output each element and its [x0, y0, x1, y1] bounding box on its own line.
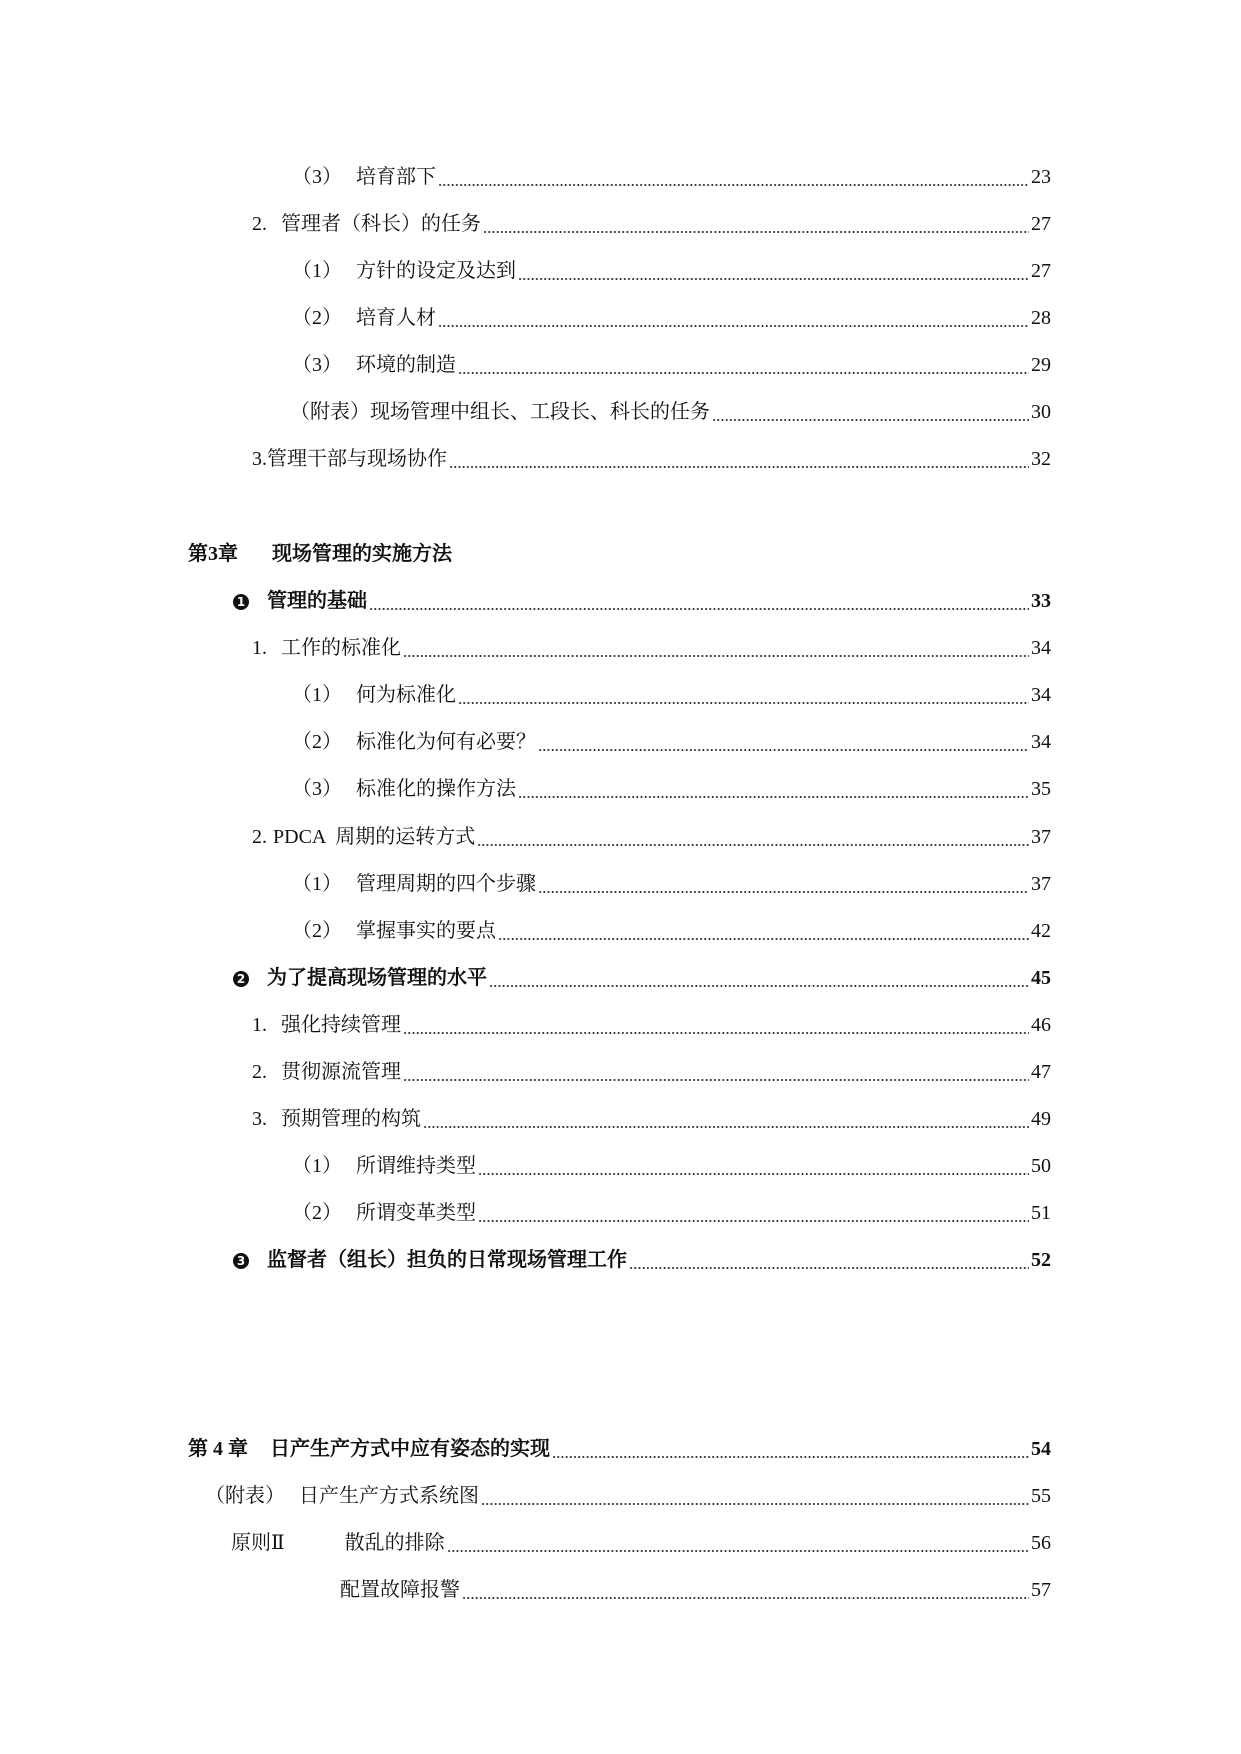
toc-entry-title: 预期管理的构筑	[281, 1108, 421, 1130]
toc-entry	[0, 390, 1241, 424]
toc-entry-title: 标准化为何有必要？	[356, 731, 536, 753]
toc-entry	[0, 1144, 1241, 1178]
toc-entry-page: 47	[1031, 1061, 1051, 1083]
dot-leader	[462, 1578, 1029, 1602]
toc-entry-title: 环境的制造	[356, 354, 456, 376]
dot-leader	[629, 1248, 1029, 1272]
toc-entry	[0, 296, 1241, 330]
toc-entry-page: 33	[1031, 590, 1051, 612]
toc-entry-title: 监督者（组长）担负的日常现场管理工作	[267, 1249, 627, 1271]
toc-entry-number: （2）	[292, 307, 342, 329]
toc-entry-page: 35	[1031, 778, 1051, 800]
toc-entry-page: 34	[1031, 731, 1051, 753]
toc-entry-number: 原则Ⅱ	[231, 1532, 285, 1554]
toc-entry	[0, 767, 1241, 801]
toc-entry-number: （附表）	[205, 1485, 285, 1507]
dot-leader	[481, 1484, 1029, 1508]
toc-entry-number: 2.	[252, 826, 267, 848]
toc-entry-page: 42	[1031, 920, 1051, 942]
toc-entry-page: 32	[1031, 448, 1051, 470]
dot-leader	[478, 1201, 1029, 1225]
toc-entry-number: 3.	[252, 1108, 267, 1130]
toc-entry-number: （1）	[292, 260, 342, 282]
toc-section-entry	[0, 1238, 1241, 1272]
toc-entry-title: 强化持续管理	[281, 1014, 401, 1036]
toc-entry-title: 所谓变革类型	[356, 1202, 476, 1224]
dot-leader	[438, 165, 1029, 189]
toc-entry-number: （2）	[292, 1202, 342, 1224]
toc-entry-page: 29	[1031, 354, 1051, 376]
toc-entry	[0, 155, 1241, 189]
dot-leader	[518, 259, 1029, 283]
toc-entry-page: 34	[1031, 684, 1051, 706]
toc-entry-number: （2）	[292, 731, 342, 753]
toc-entry	[0, 437, 1241, 471]
toc-entry-page: 54	[1031, 1438, 1051, 1460]
dot-leader	[477, 825, 1029, 849]
toc-entry	[0, 1191, 1241, 1225]
toc-entry	[0, 1097, 1241, 1131]
toc-entry-title: 掌握事实的要点	[356, 920, 496, 942]
toc-entry-number: 2.	[252, 213, 267, 235]
toc-entry-page: 37	[1031, 873, 1051, 895]
toc-entry-number: （3）	[292, 354, 342, 376]
toc-entry	[0, 862, 1241, 896]
bullet-number-icon: 3	[233, 1253, 249, 1269]
toc-entry-title: 标准化的操作方法	[356, 778, 516, 800]
dot-leader	[423, 1107, 1029, 1131]
bullet-number-icon: 2	[233, 971, 249, 987]
chapter-title: 现场管理的实施方法	[272, 543, 452, 565]
toc-entry	[0, 1050, 1241, 1084]
toc-section-entry	[0, 579, 1241, 613]
toc-entry-number: （3）	[292, 166, 342, 188]
toc-entry-page: 28	[1031, 307, 1051, 329]
toc-entry-number: （1）	[292, 684, 342, 706]
toc-entry-page: 46	[1031, 1014, 1051, 1036]
toc-entry-title: 培育人材	[356, 307, 436, 329]
toc-entry-title: 配置故障报警	[340, 1579, 460, 1601]
dot-leader	[478, 1154, 1029, 1178]
toc-chapter-entry	[0, 1427, 1241, 1461]
toc-entry-page: 49	[1031, 1108, 1051, 1130]
dot-leader	[552, 1437, 1029, 1461]
toc-entry	[0, 1521, 1241, 1555]
toc-entry-page: 34	[1031, 637, 1051, 659]
dot-leader	[449, 447, 1029, 471]
dot-leader	[518, 777, 1029, 801]
toc-entry-number: 2.	[252, 1061, 267, 1083]
dot-leader	[458, 683, 1029, 707]
chapter-number: 第3章	[188, 543, 238, 565]
toc-entry-title: 3.管理干部与现场协作	[252, 448, 447, 470]
dot-leader	[369, 589, 1029, 613]
toc-entry-title: 何为标准化	[356, 684, 456, 706]
dot-leader	[498, 919, 1029, 943]
toc-entry-page: 30	[1031, 401, 1051, 423]
dot-leader	[458, 353, 1029, 377]
dot-leader	[538, 872, 1029, 896]
toc-entry-page: 56	[1031, 1532, 1051, 1554]
toc-entry-number: （2）	[292, 920, 342, 942]
toc-entry	[0, 1568, 1241, 1602]
toc-entry	[0, 1474, 1241, 1508]
bullet-number-icon: 1	[233, 594, 249, 610]
toc-entry-number: （3）	[292, 778, 342, 800]
toc-entry	[0, 673, 1241, 707]
toc-entry	[0, 720, 1241, 754]
toc-entry-page: 55	[1031, 1485, 1051, 1507]
toc-entry-title: 培育部下	[356, 166, 436, 188]
dot-leader	[712, 400, 1029, 424]
toc-entry-title: 工作的标准化	[281, 637, 401, 659]
dot-leader	[403, 636, 1029, 660]
dot-leader	[483, 212, 1029, 236]
toc-entry-page: 37	[1031, 826, 1051, 848]
toc-entry-page: 45	[1031, 967, 1051, 989]
toc-entry-number: （1）	[292, 873, 342, 895]
toc-entry-title: 散乱的排除	[344, 1532, 445, 1554]
toc-entry-title: 贯彻源流管理	[281, 1061, 401, 1083]
toc-entry-page: 57	[1031, 1579, 1051, 1601]
toc-entry-number: （1）	[292, 1155, 342, 1177]
dot-leader	[403, 1060, 1029, 1084]
chapter-heading	[188, 532, 452, 566]
toc-entry-title: 管理周期的四个步骤	[356, 873, 536, 895]
toc-entry-title: 日产生产方式系统图	[299, 1485, 479, 1507]
toc-entry	[0, 1003, 1241, 1037]
toc-entry-page: 50	[1031, 1155, 1051, 1177]
toc-entry	[0, 202, 1241, 236]
toc-section-entry	[0, 956, 1241, 990]
dot-leader	[447, 1531, 1029, 1555]
toc-entry-page: 23	[1031, 166, 1051, 188]
toc-entry-title: 管理的基础	[267, 590, 367, 612]
dot-leader	[403, 1013, 1029, 1037]
toc-entry-page: 51	[1031, 1202, 1051, 1224]
toc-entry-title: 日产生产方式中应有姿态的实现	[270, 1438, 550, 1460]
toc-entry	[0, 626, 1241, 660]
chapter-number: 第 4 章	[188, 1438, 248, 1460]
dot-leader	[438, 306, 1029, 330]
toc-entry-title: 为了提高现场管理的水平	[267, 967, 487, 989]
toc-entry	[0, 343, 1241, 377]
toc-entry-title: 方针的设定及达到	[356, 260, 516, 282]
dot-leader	[489, 966, 1029, 990]
toc-entry	[0, 909, 1241, 943]
toc-entry-title: 管理者（科长）的任务	[281, 213, 481, 235]
toc-entry	[0, 249, 1241, 283]
toc-entry-page: 27	[1031, 213, 1051, 235]
dot-leader	[538, 730, 1029, 754]
toc-entry-page: 27	[1031, 260, 1051, 282]
toc-entry	[0, 815, 1241, 849]
toc-entry-title: （附表）现场管理中组长、工段长、科长的任务	[290, 401, 710, 423]
toc-entry-title: 所谓维持类型	[356, 1155, 476, 1177]
toc-entry-number: 1.	[252, 1014, 267, 1036]
toc-entry-title: PDCA 周期的运转方式	[273, 826, 476, 848]
toc-entry-page: 52	[1031, 1249, 1051, 1271]
toc-entry-number: 1.	[252, 637, 267, 659]
